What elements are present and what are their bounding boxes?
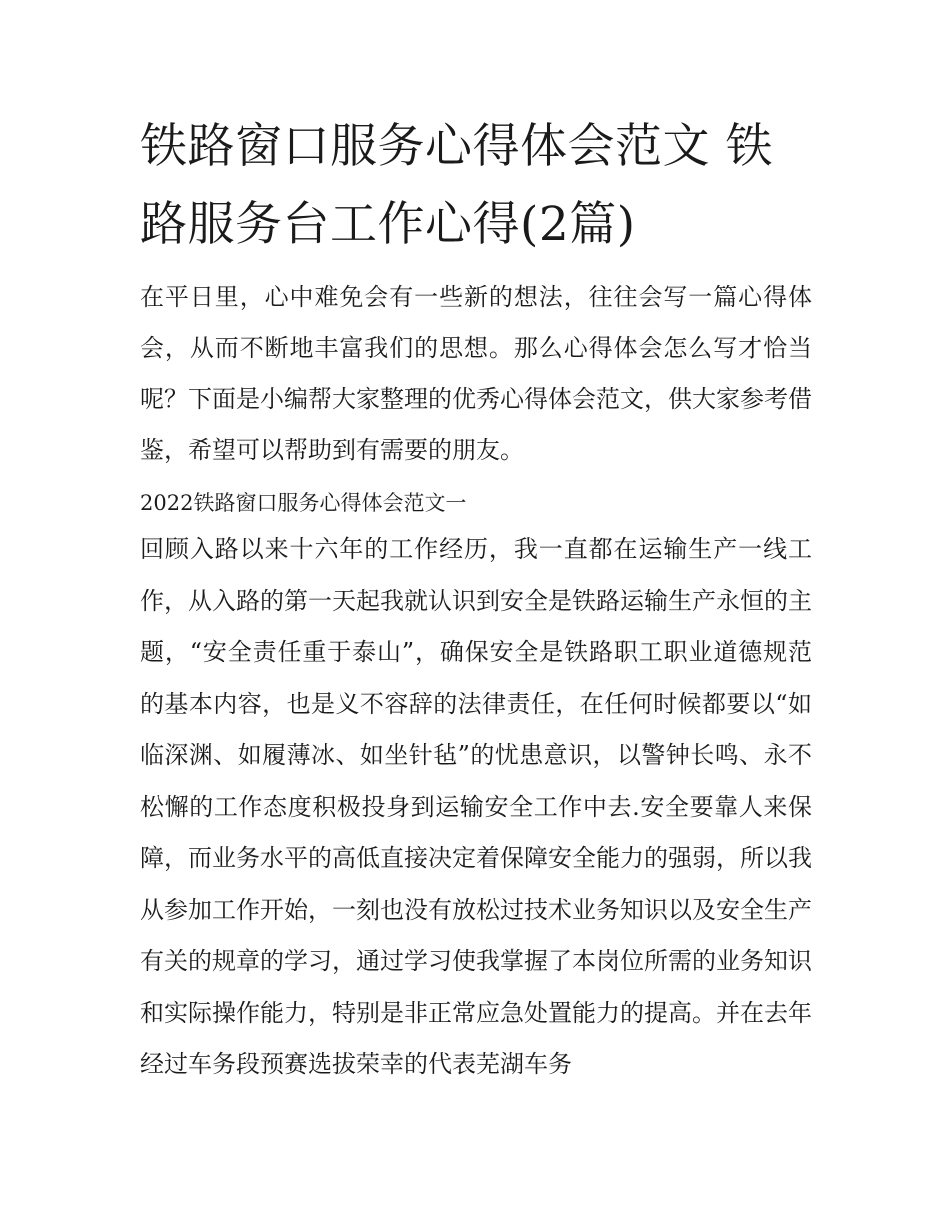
document-page (140, 108, 812, 1091)
document-title: 铁路窗口服务心得体会范文 铁路服务台工作心得(2篇) (140, 119, 773, 252)
section-heading: 2022铁路窗口服务心得体会范文一 (140, 491, 467, 515)
body-paragraph: 回顾入路以来十六年的工作经历，我一直都在运输生产一线工作，从入路的第一天起我就认识到安全是铁路运输生产永恒的主题，“安全责任重于泰山”，确保安全是铁路职工职业道德规范的基本内容，也是义不容辞的法律责任，在任何时候都要以“如临深渊、如履薄冰、如坐针毡”的忧患意识，以警钟长鸣、永不松懈的工作态度积极投身到运输安全工作中去.安全要靠人来保障，而业务水平的高低直接决定着保障安全能力的强弱，所以我从参加工作开始，一刻也没有放松过技术业务知识以及安全生产有关的规章的学习，通过学习使我掌握了本岗位所需的业务知识和实际操作能力，特别是非正常应急处置能力的提高。并在去年经过车务段预赛选拔荣幸的代表芜湖车务 (140, 535, 812, 1078)
intro-paragraph: 在平日里，心中难免会有一些新的想法，往往会写一篇心得体会，从而不断地丰富我们的思想。那么心得体会怎么写才恰当呢？下面是小编帮大家整理的优秀心得体会范文，供大家参考借鉴，希望可以帮助到有需要的朋友。 (140, 283, 812, 464)
